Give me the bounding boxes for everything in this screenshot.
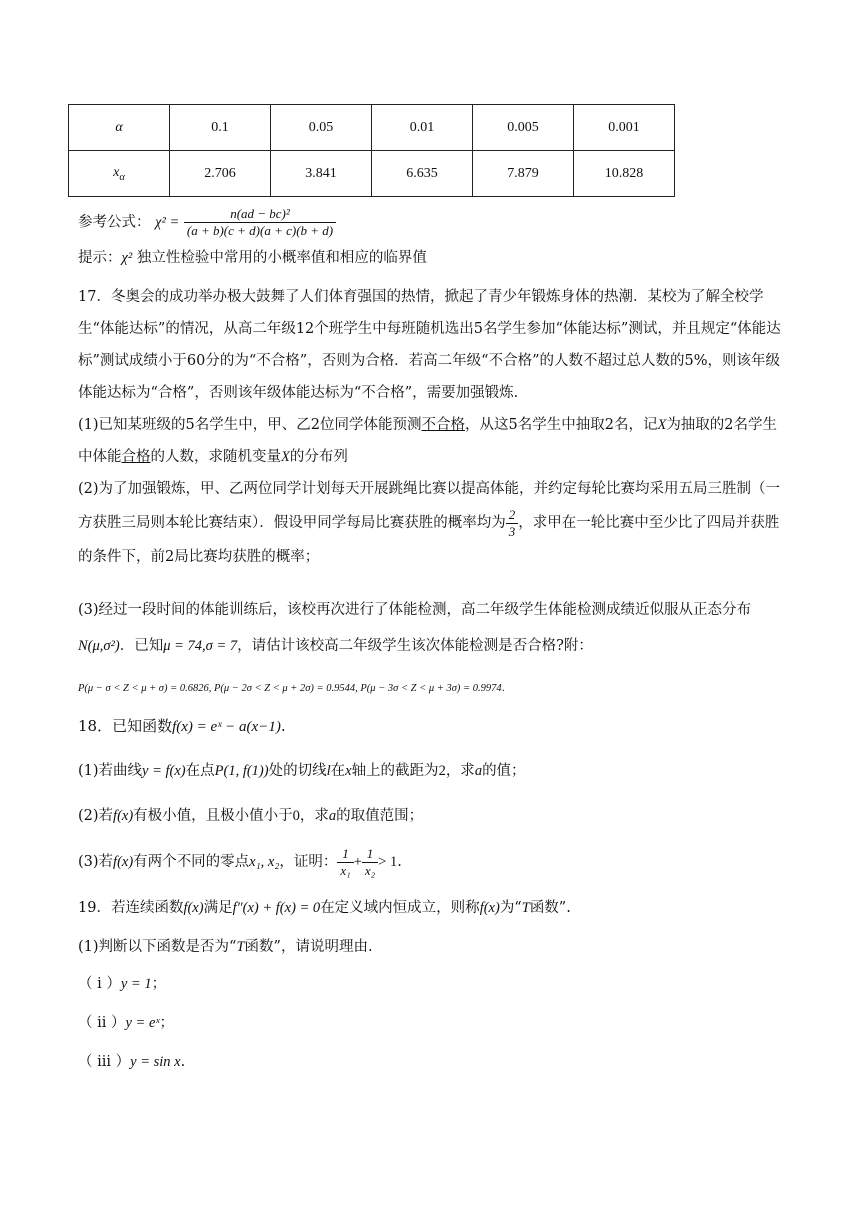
critical-value-table [68, 104, 675, 197]
alpha-value: 0.005 [473, 105, 574, 151]
alpha-value: 0.01 [372, 105, 473, 151]
x-alpha-header: $x_\alpha$ [69, 151, 170, 197]
question-17-intro: 17．冬奥会的成功举办极大鼓舞了人们体育强国的热情，掀起了青少年锻炼身体的热潮．某校为了解全校学生“体能达标”的情况，从高二年级12个班学生中每班随机选出5名学生参加“体能达标”测试，并且规定“体能达标”测试成绩小于60分的为“不合格”，否则为合格．若高二年级“不合格”的人数不超过总人数的5%，则该年级体能达标为“合格”，否则该年级体能达标为“不合格”，需要加强锻炼. [78, 289, 781, 401]
alpha-value: 0.05 [271, 105, 372, 151]
x-value: 6.635 [372, 151, 473, 197]
alpha-header: α [69, 105, 170, 151]
reciprocal-fraction-1: $\frac{1}{\text{x₁}}$ [337, 846, 353, 879]
question-19-item-iii: （ iii ）y = sin x. [78, 1054, 186, 1070]
table-row [69, 105, 675, 151]
question-18-part-1: (1)若曲线y = f(x)在点P(1, f(1))处的切线l在x轴上的截距为2，求a的值； [78, 763, 526, 779]
question-17-part-1: (1)已知某班级的5名学生中，甲、乙2位同学体能预测不合格，从这5名学生中抽取2名，记X为抽取的2名学生中体能合格的人数，求随机变量X的分布列 [78, 417, 778, 465]
question-19-part-1: (1)判断以下函数是否为“T函数”，请说明理由. [78, 939, 373, 955]
hint-line: 提示：χ² 独立性检验中常用的小概率值和相应的临界值 [78, 250, 427, 266]
table-row [69, 151, 675, 197]
question-19-item-i: （ i ）y = 1； [78, 976, 167, 992]
x-value: 7.879 [473, 151, 574, 197]
question-18-intro: 18．已知函数f(x) = eˣ − a(x−1). [78, 717, 286, 735]
question-17-part-2: (2)为了加强锻炼，甲、乙两位同学计划每天开展跳绳比赛以提高体能，并约定每轮比赛均采用五局三胜制（一方获胜三局则本轮比赛结束）．假设甲同学每局比赛获胜的概率均为 $\frac{2}{3}$ ，求甲在一轮比赛中至少比了四局并获胜的条件下，前2局比赛均获胜的概率； [78, 481, 781, 565]
question-18-part-2: (2)若f(x)有极小值，且极小值小于0，求a的取值范围； [78, 808, 424, 824]
normal-distribution-probabilities: P(μ − σ < Z < μ + σ) = 0.6826, P(μ − 2σ < Z < μ + 2σ) = 0.9544, P(μ − 3σ < Z < μ + 3σ) = 0.9974. [78, 682, 505, 694]
chi-square-fraction: $\frac{\text{n(ad − bc)²}}{(a + b)(c + d)(a + c)(b + d)}$ [184, 206, 336, 239]
reference-formula: 参考公式： χ² = $\frac{\text{n(ad − bc)²}}{(a + b)(c + d)(a + c)(b + d)}$ [78, 206, 336, 239]
alpha-value: 0.1 [170, 105, 271, 151]
question-19-item-ii: （ ii ）y = eˣ； [78, 1015, 174, 1031]
alpha-value: 0.001 [574, 105, 675, 151]
reciprocal-fraction-2: $\frac{1}{\text{x₂}}$ [362, 846, 378, 879]
question-18-part-3: (3)若f(x)有两个不同的零点x₁, x₂，证明： $\frac{1}{\text{x₁}}$ + $\frac{1}{\text{x₂}}$ > 1. [78, 845, 402, 878]
x-value: 3.841 [271, 151, 372, 197]
x-value: 10.828 [574, 151, 675, 197]
question-19-intro: 19．若连续函数f(x)满足f″(x) + f(x) = 0在定义域内恒成立，则称f(x)为“T函数”. [78, 900, 571, 916]
x-value: 2.706 [170, 151, 271, 197]
probability-fraction: $\frac{2}{3}$ [506, 507, 519, 540]
question-17-part-3: (3)经过一段时间的体能训练后，该校再次进行了体能检测，高二年级学生体能检测成绩近似服从正态分布N(μ,σ²)．已知μ = 74,σ = 7，请估计该校高二年级学生该次体能检测是否合格?附： [78, 602, 752, 654]
